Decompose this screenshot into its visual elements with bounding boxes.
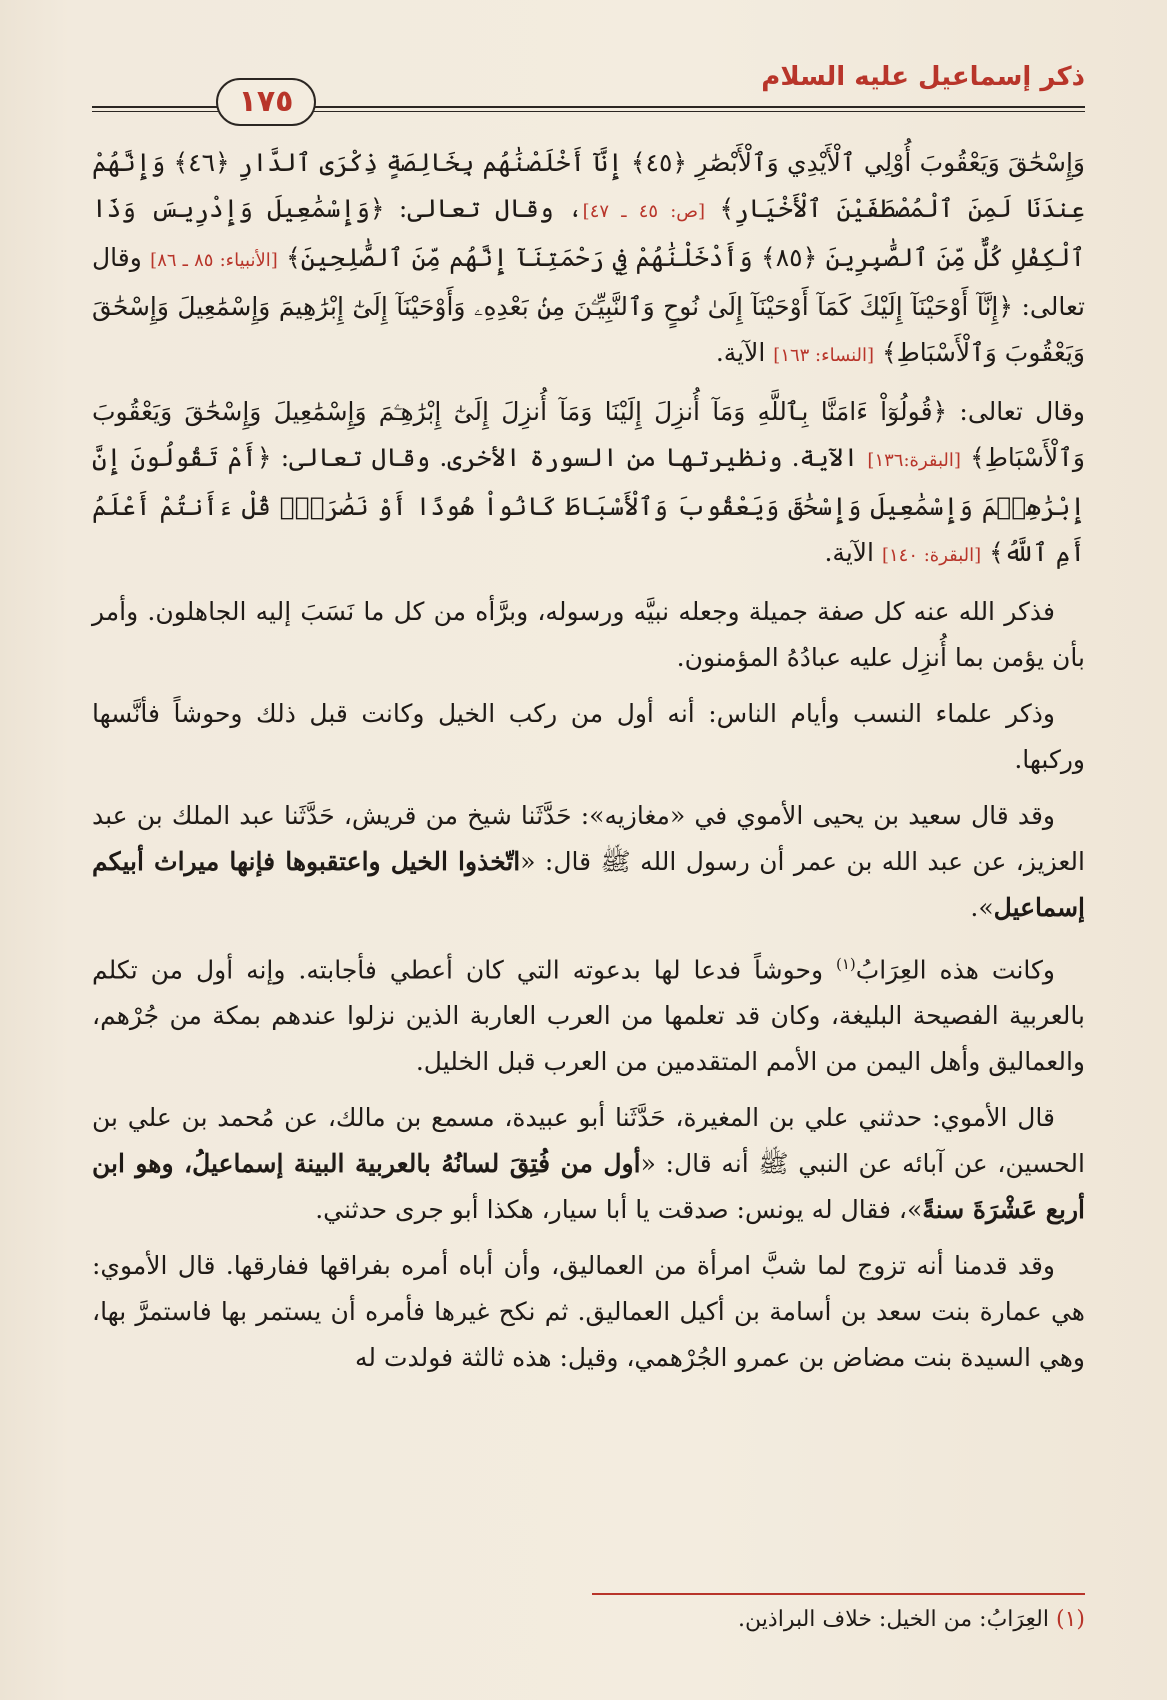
page-header <box>92 58 1085 119</box>
text-segment: وكانت هذه العِرَابُ <box>855 955 1055 985</box>
text-segment: »، فقال له يونس: صدقت يا أبا سيار، هكذا أبو جرى حدثني. <box>315 1195 923 1225</box>
quran-verse: إِنَّآ أَوْحَيْنَآ إِلَيْكَ كَمَآ أَوْحَيْنَآ إِلَىٰ نُوحٍ وَٱلنَّبِيِّـۧنَ مِنۢ بَعْدِهِۦ وَأَوْحَيْنَآ إِلَىٰٓ إِبْرَٰهِيمَ وَإِسْمَٰعِيلَ وَإِسْحَٰقَ وَيَعْقُوبَ وَٱلْأَسْبَاطِ﴾ <box>92 292 1085 367</box>
paragraph-p5 <box>92 793 1085 931</box>
quran-verse: قُولُوٓاْ ءَامَنَّا بِٱللَّهِ وَمَآ أُنزِلَ إِلَيْنَا وَمَآ أُنزِلَ إِلَىٰٓ إِبْرَٰهِـۧمَ وَإِسْمَٰعِيلَ وَإِسْحَٰقَ وَيَعْقُوبَ وَٱلْأَسْبَاطِ﴾ <box>92 397 1085 472</box>
text-segment: وحوشاً فدعا لها بدعوته التي كان أعطي فأجابته. وإنه أول من تكلم بالعربية الفصيحة البليغة، وكان قد تعلمها من العرب العاربة الذين نزلوا عندهم بمكة من جُرْهم، والعماليق وأهل اليمن من الأمم المتقدمين من العرب قبل الخليل. <box>92 955 1085 1077</box>
text-segment: وقال تعالى: ﴿ <box>932 397 1085 426</box>
verse-reference: [الأنبياء: ٨٥ ـ ٨٦] <box>150 250 278 271</box>
paragraph-p8 <box>92 1243 1085 1381</box>
verse-reference: [البقرة: ١٤٠] <box>881 545 982 566</box>
text-segment: وذكر علماء النسب وأيام الناس: أنه أول من ركب الخيل وكانت قبل ذلك وحوشاً فأنَّسها وركبها. <box>92 699 1085 774</box>
hadith-text: أول من فُتِقَ لسانُهُ بالعربية البينة إسماعيلُ، وهو ابن أربع عَشْرَةَ سنةً <box>92 1149 1085 1225</box>
paragraph-p1 <box>92 140 1085 379</box>
paragraph-p4 <box>92 691 1085 783</box>
verse-reference: [البقرة:١٣٦] <box>867 450 961 471</box>
paragraph-p3 <box>92 589 1085 681</box>
footnote-number: (١) <box>1055 1607 1085 1632</box>
quran-verse: أَمْ تَقُولُونَ إِنَّ إِبْرَٰهِـۧمَ وَإِسْمَٰعِيلَ وَإِسْحَٰقَ وَيَعْقُوبَ وَٱلْأَسْبَاطَ كَانُواْ هُودًا أَوْ نَصَٰرَىٰۗ قُلْ ءَأَنتُمْ أَعْلَمُ أَمِ ٱللَّهُ﴾ <box>92 443 1085 567</box>
text-segment: وقد قال سعيد بن يحيى الأموي في «مغازيه»: حَدَّثَنا شيخ من قريش، حَدَّثَنا عبد الملك بن عبد العزيز، عن عبد الله بن عمر أن رسول الله ﷺ قال: « <box>92 801 1085 876</box>
text-segment: قال الأموي: حدثني علي بن المغيرة، حَدَّثَنا أبو عبيدة، مسمع بن مالك، عن مُحمد بن علي بن الحسين، عن آبائه عن النبي ﷺ أنه قال: « <box>92 1103 1085 1179</box>
body-text <box>92 140 1085 1391</box>
text-segment: وقال تعالى: ﴿ <box>92 243 1085 321</box>
text-segment: الآية. <box>715 338 774 367</box>
footnote <box>92 1600 1085 1640</box>
paragraph-p6 <box>92 941 1085 1085</box>
verse-reference: [ص: ٤٥ ـ ٤٧] <box>582 201 706 222</box>
quran-verse: وَإِسْحَٰقَ وَيَعْقُوبَ أُوْلِي ٱلْأَيْدِي وَٱلْأَبْصَٰرِ ﴿٤٥﴾ إِنَّآ أَخْلَصْنَٰهُم بِخَالِصَةٍ ذِكْرَى ٱلدَّارِ ﴿٤٦﴾ وَإِنَّهُمْ عِندَنَا لَمِنَ ٱلْمُصْطَفَيْنَ ٱلْأَخْيَارِ﴾ <box>92 148 1086 223</box>
footnote-reference: (١) <box>835 955 856 973</box>
text-segment: ». <box>970 893 994 922</box>
page-number: ١٧٥ <box>216 78 316 126</box>
paragraph-p7 <box>92 1095 1085 1233</box>
running-title: ذكر إسماعيل عليه السلام <box>761 62 1085 92</box>
footnote-rule <box>592 1593 1085 1595</box>
hadith-text: اتّخذوا الخيل واعتقبوها فإنها ميراث أبيكم إسماعيل <box>92 847 1085 922</box>
paragraph-p2 <box>92 389 1085 579</box>
text-segment: وقد قدمنا أنه تزوج لما شبَّ امرأة من العماليق، وأن أباه أمره بفراقها ففارقها. قال الأموي: هي عمارة بنت سعد بن أسامة بن أكيل العماليق. ثم نكح غيرها فأمره أن يستمر بها فاستمرَّ بها، وهي السيدة بنت مضاض بن عمرو الجُرْهمي، وقيل: هذه ثالثة فولدت له <box>92 1251 1085 1373</box>
text-segment: ، وقال تعالى: ﴿ <box>369 194 583 223</box>
text-segment: فذكر الله عنه كل صفة جميلة وجعله نبيَّه ورسوله، وبرَّأه من كل ما نَسَبَ إليه الجاهلون. وأمر بأن يؤمن بما أُنزِل عليه عبادُهُ المؤمنون. <box>92 597 1085 672</box>
footnote-text: العِرَابُ: من الخيل: خلاف البراذين. <box>738 1607 1049 1632</box>
quran-verse: وَإِسْمَٰعِيلَ وَإِدْرِيسَ وَذَا ٱلْكِفْلِ كُلٌّ مِّنَ ٱلصَّٰبِرِينَ ﴿٨٥﴾ وَأَدْخَلْنَٰهُمْ فِي رَحْمَتِنَآ إِنَّهُم مِّنَ ٱلصَّٰلِحِينَ﴾ <box>92 194 1086 272</box>
text-segment: الآية. <box>824 538 882 567</box>
text-segment: الآية. ونظيرتها من السورة الأخرى. وقال تعالى: ﴿ <box>256 443 868 472</box>
verse-reference: [النساء: ١٦٣] <box>773 345 875 366</box>
